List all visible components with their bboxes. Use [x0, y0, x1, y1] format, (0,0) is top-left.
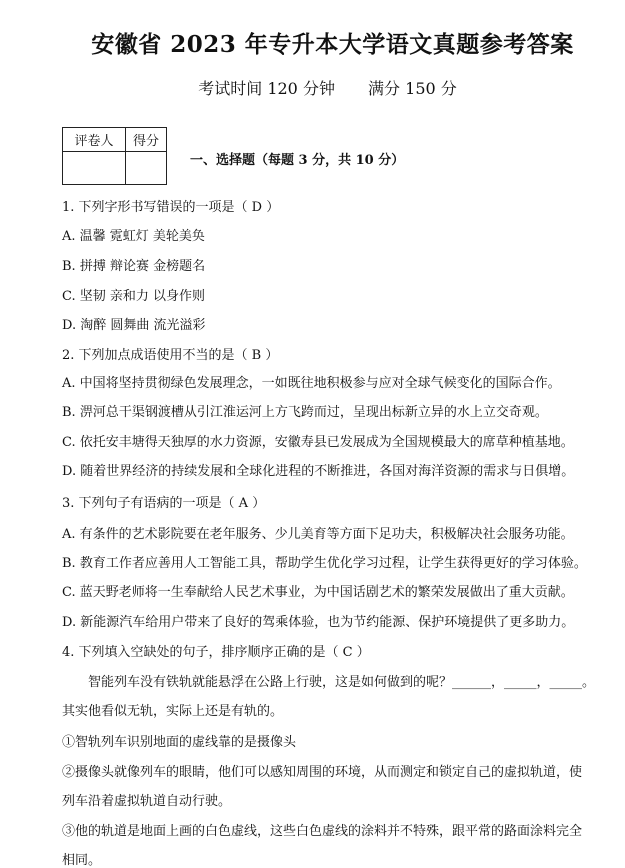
- option-line: C. 依托安丰塘得天独厚的水力资源，安徽寿县已发展成为全国规模最大的席草种植基地。: [62, 435, 574, 450]
- question-line: 4. 下列填入空缺处的句子，排序顺序正确的是（ C ）: [62, 645, 370, 660]
- passage-line: 其实他看似无轨，实际上还是有轨的。: [62, 704, 284, 719]
- grader-table: [62, 127, 167, 185]
- exam-info: [0, 76, 625, 99]
- exam-time: 考试时间 120 分钟: [198, 79, 335, 98]
- score-header: 得分: [126, 128, 167, 152]
- question-line: 2. 下列加点成语使用不当的是（ B ）: [62, 348, 279, 363]
- question-line: 1. 下列字形书写错误的一项是（ D ）: [62, 200, 280, 215]
- question-line: 3. 下列句子有语病的一项是（ A ）: [62, 496, 266, 511]
- option-line: A. 温馨 霓虹灯 美轮美奂: [62, 229, 205, 244]
- option-line: B. 拼搏 辩论赛 金榜题名: [62, 259, 206, 274]
- sentence-line: ①智轨列车识别地面的虚线靠的是摄像头: [62, 735, 297, 750]
- sentence-line: 列车沿着虚拟轨道自动行驶。: [62, 794, 232, 809]
- sentence-line: ③他的轨道是地面上画的白色虚线，这些白色虚线的涂料并不特殊，跟平常的路面涂料完全: [62, 824, 583, 839]
- option-line: D. 新能源汽车给用户带来了良好的驾乘体验，也为节约能源、保护环境提供了更多助力。: [62, 615, 575, 630]
- page-title: 安徽省 2023 年专升本大学语文真题参考答案: [91, 31, 574, 58]
- option-line: B. 教育工作者应善用人工智能工具，帮助学生优化学习过程，让学生获得更好的学习体验。: [62, 556, 587, 571]
- exam-score: 满分 150 分: [368, 79, 457, 98]
- option-line: A. 有条件的艺术影院要在老年服务、少儿美育等方面下足功夫，积极解决社会服务功能。: [62, 527, 574, 542]
- sentence-line: 相同。: [62, 853, 102, 868]
- option-line: C. 蓝天野老师将一生奉献给人民艺术事业，为中国话剧艺术的繁荣发展做出了重大贡献。: [62, 585, 574, 600]
- option-line: D. 随着世界经济的持续发展和全球化进程的不断推进，各国对海洋资源的需求与日俱增。: [62, 464, 575, 479]
- passage-line: 智能列车没有铁轨就能悬浮在公路上行驶，这是如何做到的呢？______，_____，_____。: [88, 675, 596, 690]
- section-heading: 一、选择题（每题 3 分，共 10 分）: [190, 153, 405, 168]
- option-line: C. 坚韧 亲和力 以身作则: [62, 289, 206, 304]
- score-cell: [126, 152, 167, 185]
- option-line: B. 淠河总干渠钢渡槽从引江淮运河上方飞跨而过，呈现出标新立异的水上立交奇观。: [62, 405, 548, 420]
- grader-cell: [63, 152, 126, 185]
- sentence-line: ②摄像头就像列车的眼睛，他们可以感知周围的环境，从而测定和锁定自己的虚拟轨道，使: [62, 765, 583, 780]
- option-line: A. 中国将坚持贯彻绿色发展理念，一如既往地积极参与应对全球气候变化的国际合作。: [62, 376, 561, 391]
- option-line: D. 淘醉 圆舞曲 流光溢彩: [62, 318, 206, 333]
- grader-header: 评卷人: [63, 128, 126, 152]
